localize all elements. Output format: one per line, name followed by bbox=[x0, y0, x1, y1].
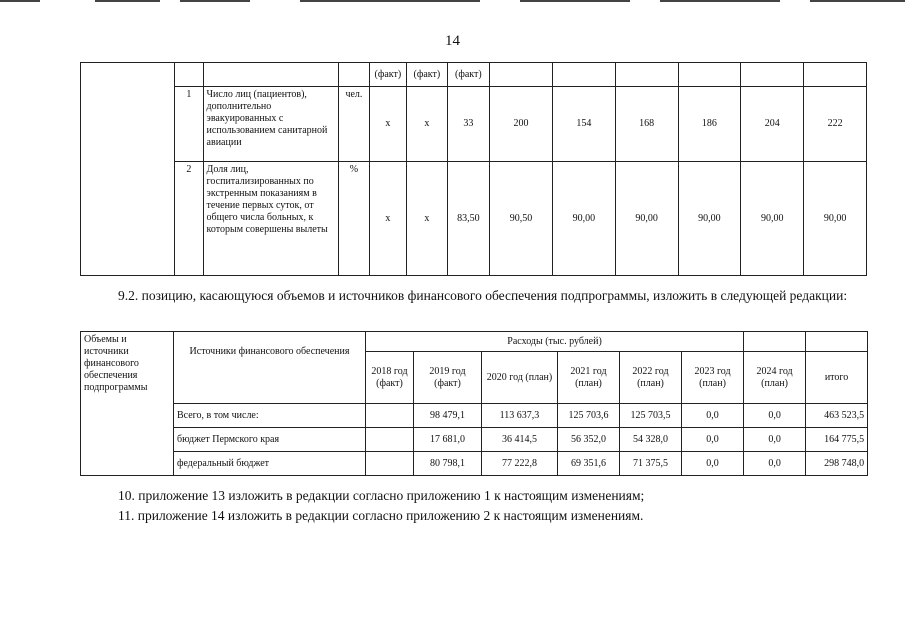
value-cell: 0,0 bbox=[682, 404, 744, 428]
scan-top-edge bbox=[520, 0, 630, 2]
value-cell: 0,0 bbox=[744, 428, 806, 452]
value-cell: x bbox=[407, 87, 448, 162]
value-cell: 463 523,5 bbox=[806, 404, 868, 428]
table-row bbox=[81, 404, 868, 428]
value-cell: 0,0 bbox=[682, 452, 744, 476]
page-number: 14 bbox=[445, 33, 460, 49]
value-cell: 69 351,6 bbox=[558, 452, 620, 476]
value-cell: 0,0 bbox=[682, 428, 744, 452]
indicator-name: Число лиц (пациентов), дополнительно эвакуированных с использованием санитарной авиации bbox=[203, 87, 339, 162]
table-row bbox=[81, 63, 867, 87]
paragraph-10: 10. приложение 13 изложить в редакции согласно приложению 1 к настоящим изменениям; bbox=[118, 488, 645, 503]
value-cell: 17 681,0 bbox=[414, 428, 482, 452]
scan-top-edge bbox=[95, 0, 160, 2]
table-row bbox=[81, 162, 867, 276]
value-cell: 33 bbox=[447, 87, 490, 162]
value-cell: 125 703,5 bbox=[620, 404, 682, 428]
value-cell: 200 bbox=[490, 87, 553, 162]
value-cell: 113 637,3 bbox=[482, 404, 558, 428]
value-cell: x bbox=[369, 162, 406, 276]
header-fact: (факт) bbox=[447, 63, 490, 87]
value-cell: x bbox=[369, 87, 406, 162]
value-cell bbox=[366, 428, 414, 452]
row-number: 2 bbox=[175, 162, 203, 276]
paragraph-11: 11. приложение 14 изложить в редакции согласно приложению 2 к настоящим изменениям. bbox=[118, 508, 644, 523]
value-cell bbox=[366, 452, 414, 476]
value-cell: 77 222,8 bbox=[482, 452, 558, 476]
value-cell: 90,00 bbox=[615, 162, 678, 276]
value-cell bbox=[366, 404, 414, 428]
financing-label: Объемы и источники финансового обеспечения подпрограммы bbox=[81, 332, 174, 476]
year-header: 2018 год (факт) bbox=[366, 352, 414, 404]
value-cell: 56 352,0 bbox=[558, 428, 620, 452]
year-header: 2021 год (план) bbox=[558, 352, 620, 404]
value-cell: 222 bbox=[804, 87, 867, 162]
source-name: бюджет Пермского края bbox=[174, 428, 366, 452]
expenses-header: Расходы (тыс. рублей) bbox=[366, 332, 744, 352]
value-cell: 298 748,0 bbox=[806, 452, 868, 476]
source-name: федеральный бюджет bbox=[174, 452, 366, 476]
table-row bbox=[81, 87, 867, 162]
scan-top-edge bbox=[810, 0, 905, 2]
indicators-table bbox=[80, 62, 867, 276]
value-cell: 90,00 bbox=[804, 162, 867, 276]
sources-header: Источники финансового обеспечения bbox=[174, 332, 366, 404]
value-cell: 90,50 bbox=[490, 162, 553, 276]
indicator-name: Доля лиц, госпитализированных по экстренным показаниям в течение первых суток, от общего числа больных, к которым совершены вылеты bbox=[203, 162, 339, 276]
value-cell: 168 bbox=[615, 87, 678, 162]
value-cell: 204 bbox=[741, 87, 804, 162]
header-fact: (факт) bbox=[407, 63, 448, 87]
value-cell: 125 703,6 bbox=[558, 404, 620, 428]
row-number: 1 bbox=[175, 87, 203, 162]
year-header: 2023 год (план) bbox=[682, 352, 744, 404]
label-cell bbox=[81, 63, 175, 276]
scan-top-edge bbox=[300, 0, 480, 2]
year-header: итого bbox=[806, 352, 868, 404]
value-cell: 90,00 bbox=[678, 162, 741, 276]
indicator-unit: чел. bbox=[339, 87, 369, 162]
year-header: 2024 год (план) bbox=[744, 352, 806, 404]
value-cell: 0,0 bbox=[744, 404, 806, 428]
table-row bbox=[81, 452, 868, 476]
value-cell: 36 414,5 bbox=[482, 428, 558, 452]
table-row bbox=[81, 332, 868, 352]
value-cell: 98 479,1 bbox=[414, 404, 482, 428]
value-cell: 90,00 bbox=[741, 162, 804, 276]
header-fact: (факт) bbox=[369, 63, 406, 87]
value-cell: 90,00 bbox=[552, 162, 615, 276]
paragraph-9-2: 9.2. позицию, касающуюся объемов и источников финансового обеспечения подпрограммы, изложить в следующей редакции: bbox=[118, 288, 848, 303]
value-cell: 0,0 bbox=[744, 452, 806, 476]
year-header: 2020 год (план) bbox=[482, 352, 558, 404]
value-cell: 164 775,5 bbox=[806, 428, 868, 452]
value-cell: 71 375,5 bbox=[620, 452, 682, 476]
value-cell: x bbox=[407, 162, 448, 276]
value-cell: 83,50 bbox=[447, 162, 490, 276]
table-row bbox=[81, 428, 868, 452]
scan-top-edge bbox=[660, 0, 780, 2]
value-cell: 154 bbox=[552, 87, 615, 162]
scan-top-edge bbox=[180, 0, 250, 2]
source-name: Всего, в том числе: bbox=[174, 404, 366, 428]
indicator-unit: % bbox=[339, 162, 369, 276]
financing-table bbox=[80, 331, 868, 476]
value-cell: 186 bbox=[678, 87, 741, 162]
value-cell: 80 798,1 bbox=[414, 452, 482, 476]
value-cell: 54 328,0 bbox=[620, 428, 682, 452]
year-header: 2019 год (факт) bbox=[414, 352, 482, 404]
scan-top-edge bbox=[0, 0, 40, 2]
year-header: 2022 год (план) bbox=[620, 352, 682, 404]
